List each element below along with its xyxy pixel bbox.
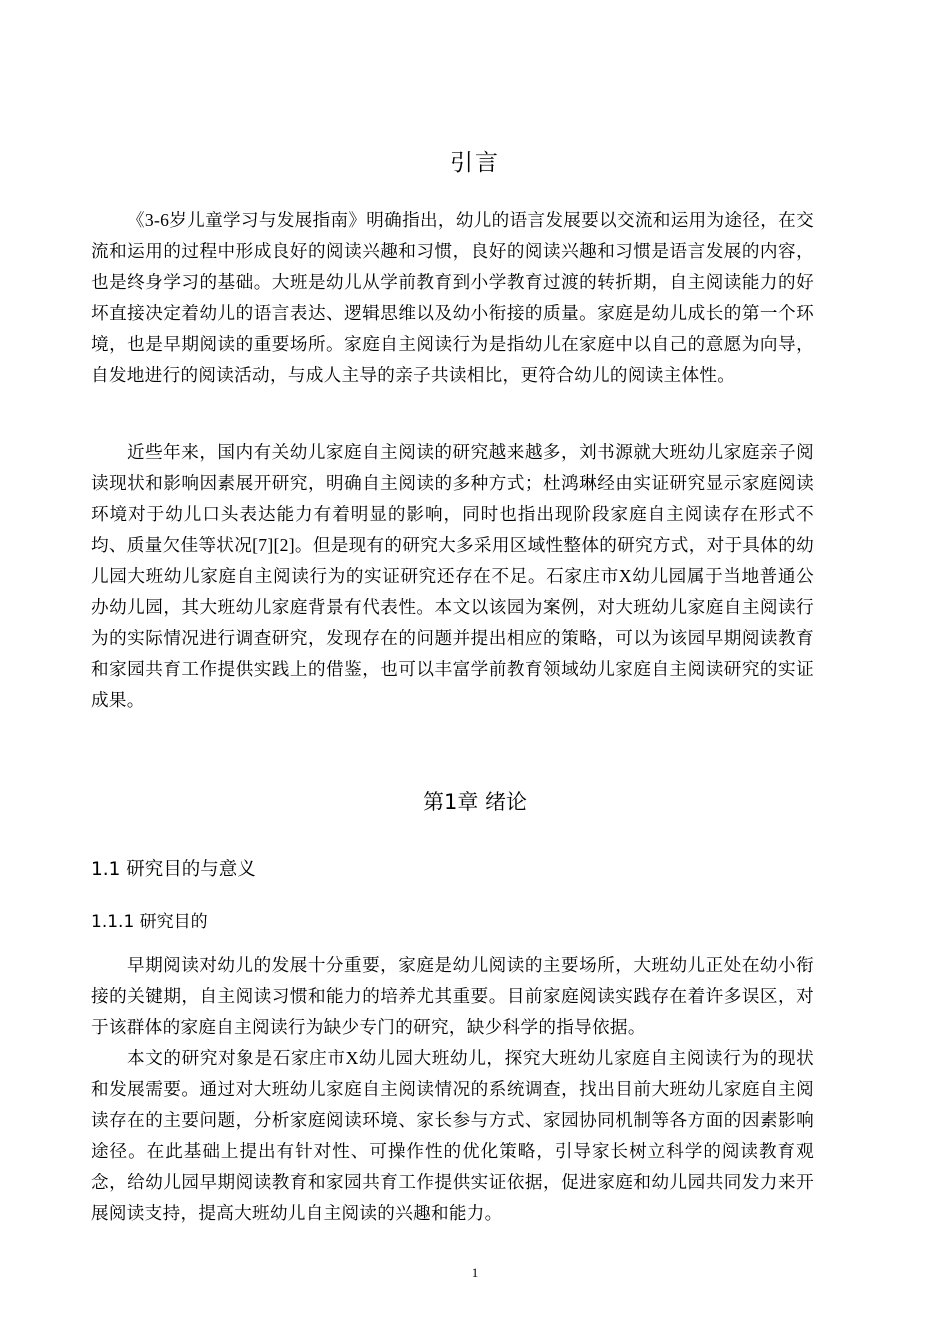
intro-title: 引言 [450,150,500,176]
section-heading: 1.1 研究目的与意义 [91,859,256,880]
chapter-title: 第1章 绪论 [422,790,528,814]
page-number: 1 [471,1265,479,1280]
subsection-heading: 1.1.1 研究目的 [91,912,208,932]
intro-paragraph-1: 《3-6岁儿童学习与发展指南》明确指出，幼儿的语言发展要以交流和运用为途径，在交流和运用的过程中形成良好的阅读兴趣和习惯，良好的阅读兴趣和习惯是语言发展的内容，也是终身学习的基础。大班是幼儿从学前教育到小学教育过渡的转折期，自主阅读能力的好坏直接决定着幼儿的语言表达、逻辑思维以及幼小衔接的质量。家庭是幼儿成长的第一个环境，也是早期阅读的重要场所。家庭自主阅读行为是指幼儿在家庭中以自己的意愿为向导，自发地进行的阅读活动，与成人主导的亲子共读相比，更符合幼儿的阅读主体性。 [91,210,814,385]
body-paragraph-1: 早期阅读对幼儿的发展十分重要，家庭是幼儿阅读的主要场所，大班幼儿正处在幼小衔接的关键期，自主阅读习惯和能力的培养尤其重要。目前家庭阅读实践存在着许多误区，对于该群体的家庭自主阅读行为缺少专门的研究，缺少科学的指导依据。 [91,955,814,1037]
body-paragraph-2: 本文的研究对象是石家庄市X幼儿园大班幼儿，探究大班幼儿家庭自主阅读行为的现状和发展需要。通过对大班幼儿家庭自主阅读情况的系统调查，找出目前大班幼儿家庭自主阅读存在的主要问题，分析家庭阅读环境、家长参与方式、家园协同机制等各方面的因素影响途径。在此基础上提出有针对性、可操作性的优化策略，引导家长树立科学的阅读教育观念，给幼儿园早期阅读教育和家园共育工作提供实证依据，促进家庭和幼儿园共同发力来开展阅读支持，提高大班幼儿自主阅读的兴趣和能力。 [91,1048,814,1223]
intro-paragraph-2: 近些年来，国内有关幼儿家庭自主阅读的研究越来越多，刘书源就大班幼儿家庭亲子阅读现状和影响因素展开研究，明确自主阅读的多种方式；杜鸿琳经由实证研究显示家庭阅读环境对于幼儿口头表达能力有着明显的影响，同时也指出现阶段家庭自主阅读存在形式不均、质量欠佳等状况[7][2]。但是现有的研究大多采用区域性整体的研究方式，对于具体的幼儿园大班幼儿家庭自主阅读行为的实证研究还存在不足。石家庄市X幼儿园属于当地普通公办幼儿园，其大班幼儿家庭背景有代表性。本文以该园为案例，对大班幼儿家庭自主阅读行为的实际情况进行调查研究，发现存在的问题并提出相应的策略，可以为该园早期阅读教育和家园共育工作提供实践上的借鉴，也可以丰富学前教育领域幼儿家庭自主阅读研究的实证成果。 [91,442,814,710]
